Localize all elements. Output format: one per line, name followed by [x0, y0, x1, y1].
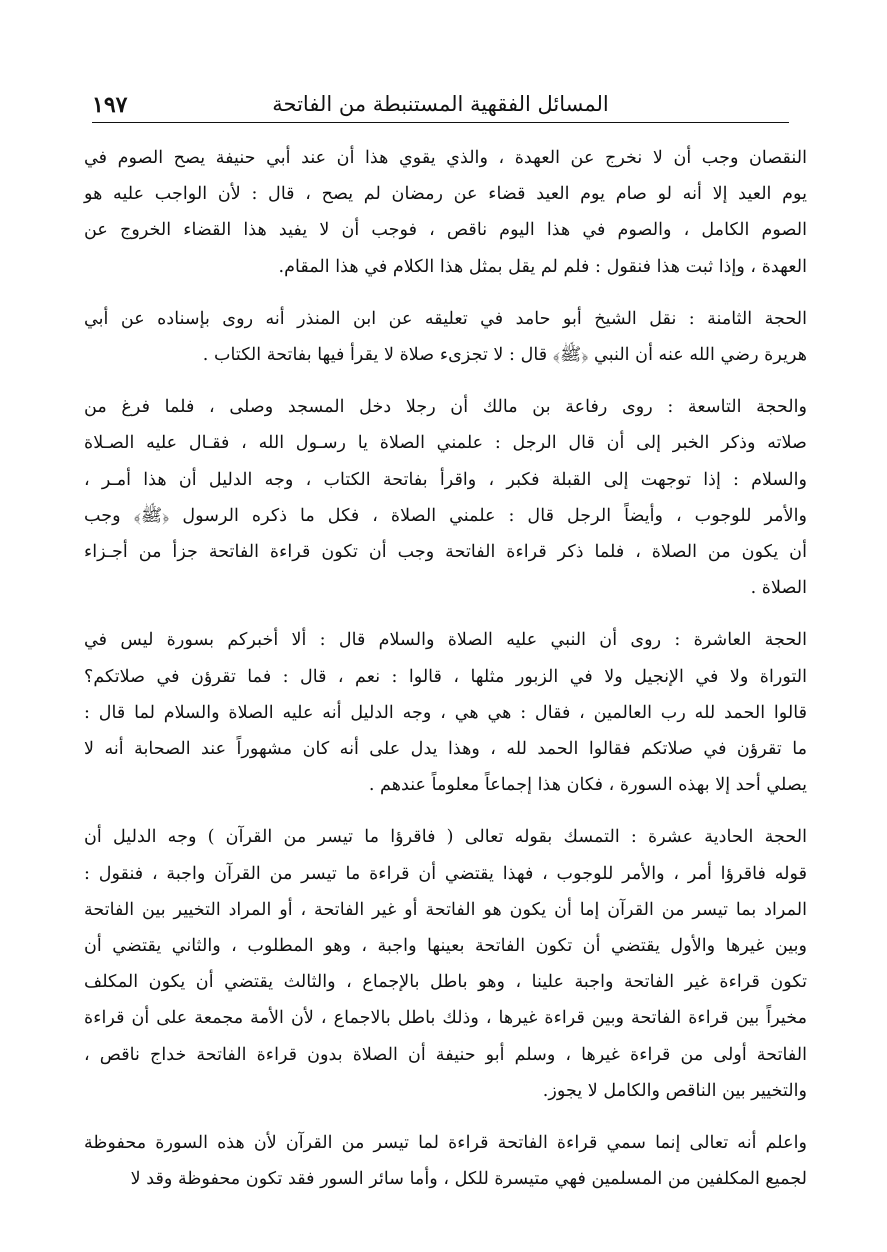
- page-body: [84, 140, 807, 1213]
- text-line: تكون قراءة غير الفاتحة واجبة علينا ، وهو باطل بالإجماع ، والثالث يقتضي أن يكون المكلف: [84, 972, 807, 993]
- paragraph: [84, 622, 807, 803]
- text-line: وبين غيرها والأول يقتضي أن تكون الفاتحة بعينها واجبة ، وهو المطلوب ، والثاني يقتضي أن: [84, 936, 807, 957]
- text-line: والحجة التاسعة : روى رفاعة بن مالك أن رجلا دخل المسجد وصلى ، فلما فرغ من: [84, 397, 807, 418]
- text-line: والتخيير بين الناقص والكامل لا يجوز.: [542, 1080, 807, 1101]
- text-line: الصلاة .: [750, 578, 807, 599]
- text-line: والسلام : إذا توجهت إلى القبلة فكبر ، واقرأ بفاتحة الكتاب ، وجه الدليل أن هذا أمـر ،: [84, 469, 807, 490]
- text-line: النقصان وجب أن لا نخرج عن العهدة ، والذي يقوي هذا أن عند أبي حنيفة يصح الصوم في: [84, 148, 807, 168]
- paragraph: [84, 301, 807, 373]
- text-line: ما تقرؤن في صلاتكم فقالوا الحمد لله ، وهذا يدل على أنه كان مشهوراً عند الصحابة أنه لا: [84, 739, 807, 760]
- paragraph: [84, 819, 807, 1109]
- paragraph: [84, 140, 807, 285]
- text-line: المراد بما تيسر من القرآن إما أن يكون هو الفاتحة أو غير الفاتحة ، أو المراد التخيير بين الفاتحة: [84, 899, 807, 920]
- text-line: الفاتحة أولى من قراءة غيرها ، وسلم أبو حنيفة أن الصلاة بدون قراءة الفاتحة خداج ناقص ،: [84, 1044, 807, 1065]
- text-line: مخيراً بين قراءة الفاتحة وبين قراءة غيرها ، وذلك باطل بالاجماع ، لأن الأمة مجمعة على أن قراءة: [84, 1008, 807, 1029]
- text-line: يوم العيد إلا أنه لو صام يوم العيد قضاء عن رمضان لم يصح ، قال : لأن الواجب عليه هو: [84, 184, 807, 205]
- text-line: قالوا الحمد لله رب العالمين ، فقال : هي هي ، وجه الدليل أنه عليه الصلاة والسلام لما قال :: [84, 702, 807, 723]
- text-line: الحجة الحادية عشرة : التمسك بقوله تعالى ( فاقرؤا ما تيسر من القرآن ) وجه الدليل أن: [84, 827, 807, 848]
- text-line: الحجة العاشرة : روى أن النبي عليه الصلاة والسلام قال : ألا أخبركم بسورة ليس في: [84, 630, 807, 651]
- paragraph: [84, 1125, 807, 1197]
- running-title: المسائل الفقهية المستنبطة من الفاتحة: [272, 92, 609, 116]
- text-line: صلاته وذكر الخبر إلى أن قال الرجل : علمني الصلاة يا رسـول الله ، فقـال عليه الصـلاة: [84, 433, 807, 454]
- text-line: أن يكون من الصلاة ، فلما ذكر قراءة الفاتحة وجب أن تكون قراءة الفاتحة جزأ من أجـزاء: [84, 542, 807, 563]
- text-line: العهدة ، وإذا ثبت هذا فنقول : فلم لم يقل بمثل هذا الكلام في هذا المقام.: [278, 256, 807, 277]
- text-line: والأمر للوجوب ، وأيضاً الرجل قال : علمني الصلاة ، فكل ما ذكره الرسول ﴿ﷺ﴾ وجب: [84, 505, 807, 526]
- text-line: الصوم الكامل ، والصوم في هذا اليوم ناقص ، فوجب أن لا يفيد هذا القضاء الخروج عن: [84, 220, 807, 241]
- page-number: ١٩٧: [92, 92, 128, 118]
- text-line: واعلم أنه تعالى إنما سمي قراءة الفاتحة قراءة لما تيسر من القرآن لأن هذه السورة محفوظة: [84, 1133, 807, 1154]
- text-line: التوراة ولا في الإنجيل ولا في الزبور مثلها ، قالوا : نعم ، قال : فما تقرؤن في صلاتكم؟: [84, 666, 807, 687]
- running-header: [92, 82, 789, 123]
- text-line: الحجة الثامنة : نقل الشيخ أبو حامد في تعليقه عن ابن المنذر أنه روى بإسناده عن أبي: [84, 308, 807, 329]
- text-line: هريرة رضي الله عنه أن النبي ﴿ﷺ﴾ قال : لا تجزىء صلاة لا يقرأ فيها بفاتحة الكتاب .: [202, 345, 807, 366]
- text-line: لجميع المكلفين من المسلمين فهي متيسرة للكل ، وأما سائر السور فقد تكون محفوظة وقد لا: [130, 1169, 807, 1190]
- text-line: يصلي أحد إلا بهذه السورة ، فكان هذا إجماعاً معلوماً عندهم .: [368, 775, 807, 796]
- paragraph: [84, 389, 807, 606]
- text-line: قوله فاقرؤا أمر ، والأمر للوجوب ، فهذا يقتضي أن قراءة ما تيسر من القرآن واجبة ، فنقول :: [84, 863, 807, 884]
